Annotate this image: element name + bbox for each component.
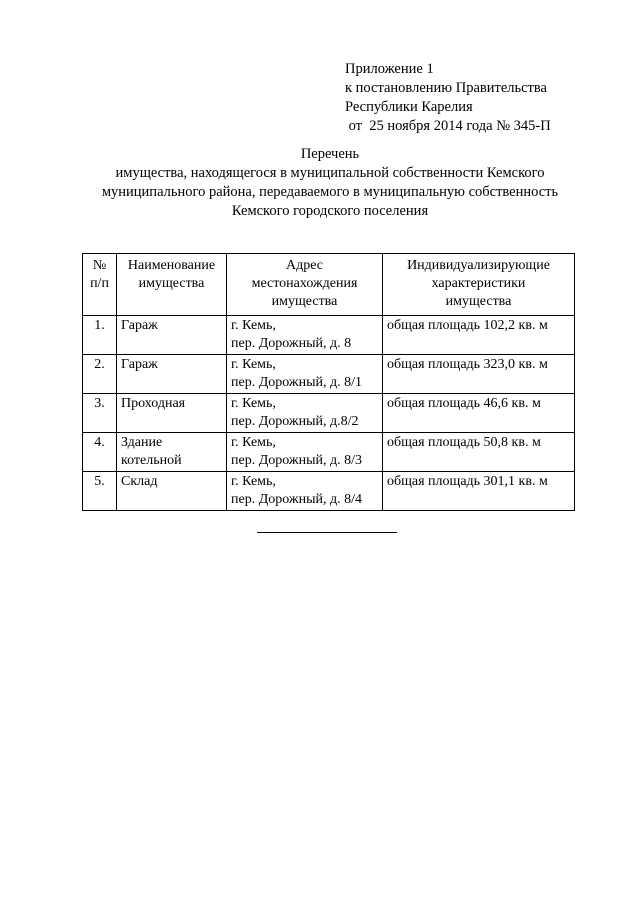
closing-separator-line xyxy=(257,532,397,533)
cell-characteristics: общая площадь 102,2 кв. м xyxy=(383,316,575,355)
appendix-header xyxy=(345,60,551,136)
cell-characteristics: общая площадь 50,8 кв. м xyxy=(383,433,575,472)
cell-num: 1. xyxy=(83,316,117,355)
cell-num: 4. xyxy=(83,433,117,472)
document-title xyxy=(60,145,600,221)
cell-characteristics: общая площадь 301,1 кв. м xyxy=(383,472,575,511)
cell-characteristics: общая площадь 46,6 кв. м xyxy=(383,394,575,433)
title-line: муниципального района, передаваемого в муниципальную собственность xyxy=(101,184,559,200)
header-name: Наименование имущества xyxy=(117,254,227,316)
title-line: Кемского городского поселения xyxy=(231,203,429,219)
cell-characteristics: общая площадь 323,0 кв. м xyxy=(383,355,575,394)
cell-name: Склад xyxy=(117,472,227,511)
cell-num: 3. xyxy=(83,394,117,433)
table-row xyxy=(83,472,575,511)
appendix-line: Приложение 1 xyxy=(345,61,434,77)
cell-address: г. Кемь, пер. Дорожный, д. 8/1 xyxy=(227,355,383,394)
table-row xyxy=(83,433,575,472)
appendix-line: к постановлению Правительства xyxy=(345,80,547,96)
header-address: Адрес местонахождения имущества xyxy=(227,254,383,316)
title-line: имущества, находящегося в муниципальной собственности Кемского xyxy=(115,165,545,181)
appendix-line: Республики Карелия xyxy=(345,99,473,115)
cell-name: Гараж xyxy=(117,355,227,394)
cell-address: г. Кемь, пер. Дорожный, д.8/2 xyxy=(227,394,383,433)
cell-num: 5. xyxy=(83,472,117,511)
table-row xyxy=(83,394,575,433)
cell-address: г. Кемь, пер. Дорожный, д. 8/3 xyxy=(227,433,383,472)
header-num: № п/п xyxy=(83,254,117,316)
cell-address: г. Кемь, пер. Дорожный, д. 8 xyxy=(227,316,383,355)
title-line: Перечень xyxy=(300,146,360,162)
cell-name: Гараж xyxy=(117,316,227,355)
property-table xyxy=(82,253,575,511)
cell-address: г. Кемь, пер. Дорожный, д. 8/4 xyxy=(227,472,383,511)
header-characteristics: Индивидуализирующие характеристики имущества xyxy=(383,254,575,316)
cell-name: Проходная xyxy=(117,394,227,433)
table-row xyxy=(83,355,575,394)
cell-name: Здание котельной xyxy=(117,433,227,472)
cell-num: 2. xyxy=(83,355,117,394)
table-row xyxy=(83,316,575,355)
table-header-row xyxy=(83,254,575,316)
appendix-line: от 25 ноября 2014 года № 345-П xyxy=(345,118,551,134)
